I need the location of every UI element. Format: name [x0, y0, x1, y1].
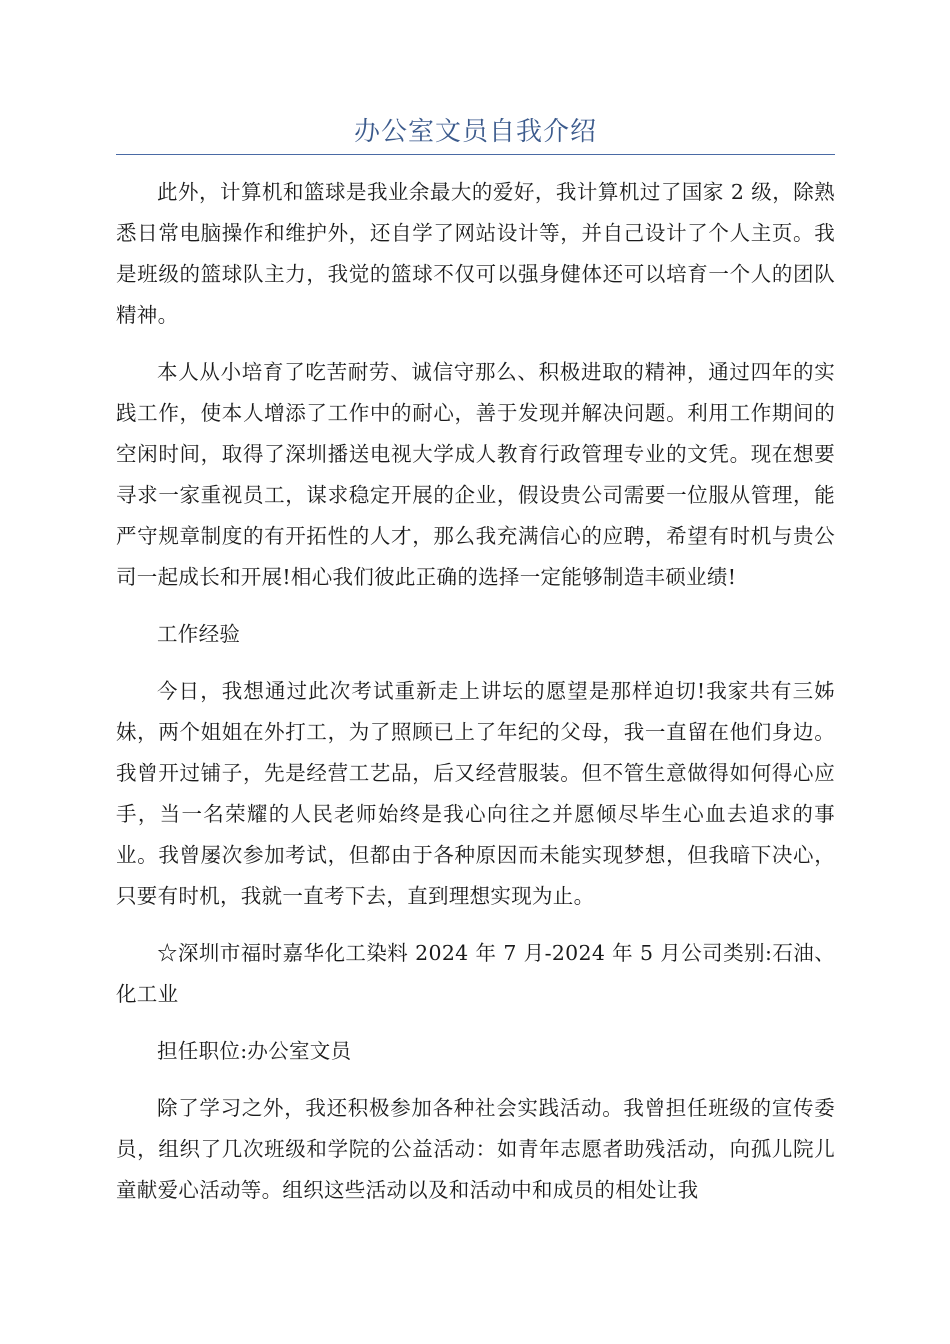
paragraph-hobbies: 此外，计算机和篮球是我业余最大的爱好，我计算机过了国家 2 级，除熟悉日常电脑操作和维护外，还自学了网站设计等，并自己设计了个人主页。我是班级的篮球队主力，我觉的篮球不仅可以强身健体还可以培育一个人的团队精神。: [116, 180, 835, 327]
section-heading-work-experience: 工作经验: [157, 622, 241, 646]
paragraph-employer: ☆深圳市福时嘉华化工染料 2024 年 7 月-2024 年 5 月公司类别:石油、化工业: [116, 941, 835, 1006]
paragraph-aspiration: 今日，我想通过此次考试重新走上讲坛的愿望是那样迫切!我家共有三姊妹，两个姐姐在外打工，为了照顾已上了年纪的父母，我一直留在他们身边。我曾开过铺子，先是经营工艺品，后又经营服装。但不管生意做得如何得心应手，当一名荣耀的人民老师始终是我心向往之并愿倾尽毕生心血去追求的事业。我曾屡次参加考试，但都由于各种原因而未能实现梦想，但我暗下决心，只要有时机，我就一直考下去，直到理想实现为止。: [116, 679, 835, 908]
paragraph-activities: 除了学习之外，我还积极参加各种社会实践活动。我曾担任班级的宣传委员，组织了几次班级和学院的公益活动：如青年志愿者助残活动，向孤儿院儿童献爱心活动等。组织这些活动以及和活动中和成员的相处让我: [116, 1096, 835, 1202]
title-underline: [116, 154, 835, 155]
document-title: 办公室文员自我介绍: [353, 117, 597, 147]
document-body: [116, 172, 835, 1227]
paragraph-position: 担任职位:办公室文员: [157, 1039, 352, 1063]
paragraph-character: 本人从小培育了吃苦耐劳、诚信守那么、积极进取的精神，通过四年的实践工作，使本人增添了工作中的耐心，善于发现并解决问题。利用工作期间的空闲时间，取得了深圳播送电视大学成人教育行政管理专业的文凭。现在想要寻求一家重视员工，谋求稳定开展的企业，假设贵公司需要一位服从管理，能严守规章制度的有开拓性的人才，那么我充满信心的应聘，希望有时机与贵公司一起成长和开展!相心我们彼此正确的选择一定能够制造丰硕业绩!: [116, 360, 835, 589]
